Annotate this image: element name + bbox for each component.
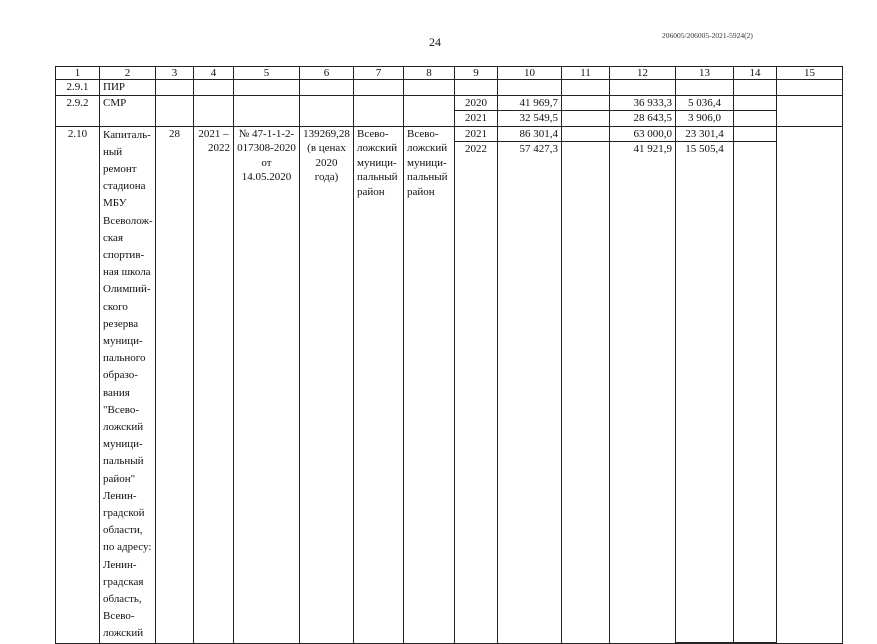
text-line: ный <box>103 145 123 158</box>
text-line: муници- <box>407 156 447 169</box>
text-line: Ленин- <box>103 489 137 502</box>
text-line: 2021 – <box>198 127 229 140</box>
text-line: МБУ <box>103 197 127 210</box>
column-number: 12 <box>610 67 676 80</box>
text-line: 139269,28 <box>303 127 350 140</box>
text-line: образо- <box>103 369 138 382</box>
value-col10: 86 301,4 <box>498 126 562 142</box>
text-line: Капиталь- <box>103 128 151 141</box>
text-line: резерва <box>103 317 139 330</box>
value-col13: 5 036,4 <box>676 95 734 111</box>
value-col10: 41 969,7 <box>498 95 562 111</box>
col8-cell <box>404 126 455 643</box>
text-line: Всево- <box>103 610 135 623</box>
column-number: 14 <box>734 67 777 80</box>
value-col12: 36 933,3 <box>610 95 676 111</box>
table-row-2-10 <box>56 126 843 142</box>
text-line: (в ценах <box>307 142 346 154</box>
text-line: Ленин- <box>103 558 137 571</box>
text-line: область, <box>103 592 142 605</box>
column-number: 9 <box>455 67 498 80</box>
text-line: район" <box>103 472 136 485</box>
text-line: муници- <box>103 334 143 347</box>
row-code: 2.10 <box>56 126 100 643</box>
table-row-2-9-1 <box>56 80 843 96</box>
column-number: 7 <box>354 67 404 80</box>
text-line: от 14.05.2020 <box>241 156 292 183</box>
text-line: Олимпий- <box>103 283 151 296</box>
column-number: 5 <box>234 67 300 80</box>
column-number: 10 <box>498 67 562 80</box>
value-col12: 28 643,5 <box>610 111 676 127</box>
year-cell: 2022 <box>455 142 498 644</box>
column-number: 15 <box>777 67 843 80</box>
column-number: 13 <box>676 67 734 80</box>
text-line: Всеволож- <box>103 214 153 227</box>
text-line: ложский <box>103 420 144 433</box>
text-line: Всево- <box>407 127 439 140</box>
text-line: муници- <box>357 156 397 169</box>
value-col13: 23 301,4 <box>676 126 734 142</box>
text-line: 2020 года) <box>314 156 339 183</box>
year-cell: 2021 <box>455 111 498 127</box>
text-line: район <box>407 185 435 198</box>
text-line: области, <box>103 524 143 537</box>
text-line: 2022 <box>208 142 230 154</box>
value-col12: 63 000,0 <box>610 126 676 142</box>
column-number-row <box>56 67 843 80</box>
text-line: ская <box>103 231 124 244</box>
document-id: 206005/206005-2021-5924(2) <box>662 31 753 40</box>
table-row-2-9-2 <box>56 95 843 111</box>
text-line: Всево- <box>357 127 389 140</box>
value-col13: 3 906,0 <box>676 111 734 127</box>
column-number: 8 <box>404 67 455 80</box>
text-line: ложский <box>407 142 448 154</box>
row-code: 2.9.2 <box>56 95 100 126</box>
year-cell: 2021 <box>455 126 498 142</box>
column-number: 3 <box>156 67 194 80</box>
column-number: 11 <box>562 67 610 80</box>
data-table <box>55 66 843 644</box>
quantity-cell: 28 <box>156 126 194 643</box>
text-line: по адресу: <box>103 541 152 554</box>
row-name: СМР <box>100 95 156 126</box>
col7-cell <box>354 126 404 643</box>
value-col10: 32 549,5 <box>498 111 562 127</box>
text-line: № 47-1-1-2- <box>238 127 295 140</box>
cost-cell <box>300 126 354 643</box>
text-line: "Всево- <box>103 403 140 416</box>
column-number: 6 <box>300 67 354 80</box>
object-description <box>100 126 156 643</box>
text-line: ложский <box>103 627 144 640</box>
text-line: спортив- <box>103 248 145 261</box>
text-line: пальный <box>407 171 448 183</box>
text-line: стадиона <box>103 180 146 193</box>
expertise-doc-cell <box>234 126 300 643</box>
value-col13: 15 505,4 <box>676 142 734 643</box>
text-line: ского <box>103 300 128 313</box>
text-line: градской <box>103 506 145 519</box>
text-line: пального <box>103 352 146 365</box>
column-number: 4 <box>194 67 234 80</box>
page-number: 24 <box>429 35 441 49</box>
text-line: ная школа <box>103 266 151 279</box>
text-line: муници- <box>103 438 143 451</box>
text-line: пальный <box>357 171 398 183</box>
text-line: ложский <box>357 142 398 154</box>
text-line: пальный <box>103 455 144 468</box>
column-number: 1 <box>56 67 100 80</box>
row-name: ПИР <box>100 80 156 96</box>
value-col12: 41 921,9 <box>610 142 676 644</box>
text-line: район <box>357 185 385 198</box>
text-line: градская <box>103 575 144 588</box>
period-cell <box>194 126 234 643</box>
column-number: 2 <box>100 67 156 80</box>
year-cell: 2020 <box>455 95 498 111</box>
row-code: 2.9.1 <box>56 80 100 96</box>
text-line: ремонт <box>103 162 137 175</box>
text-line: 017308-2020 <box>237 142 296 154</box>
value-col10: 57 427,3 <box>498 142 562 644</box>
text-line: вания <box>103 386 130 399</box>
